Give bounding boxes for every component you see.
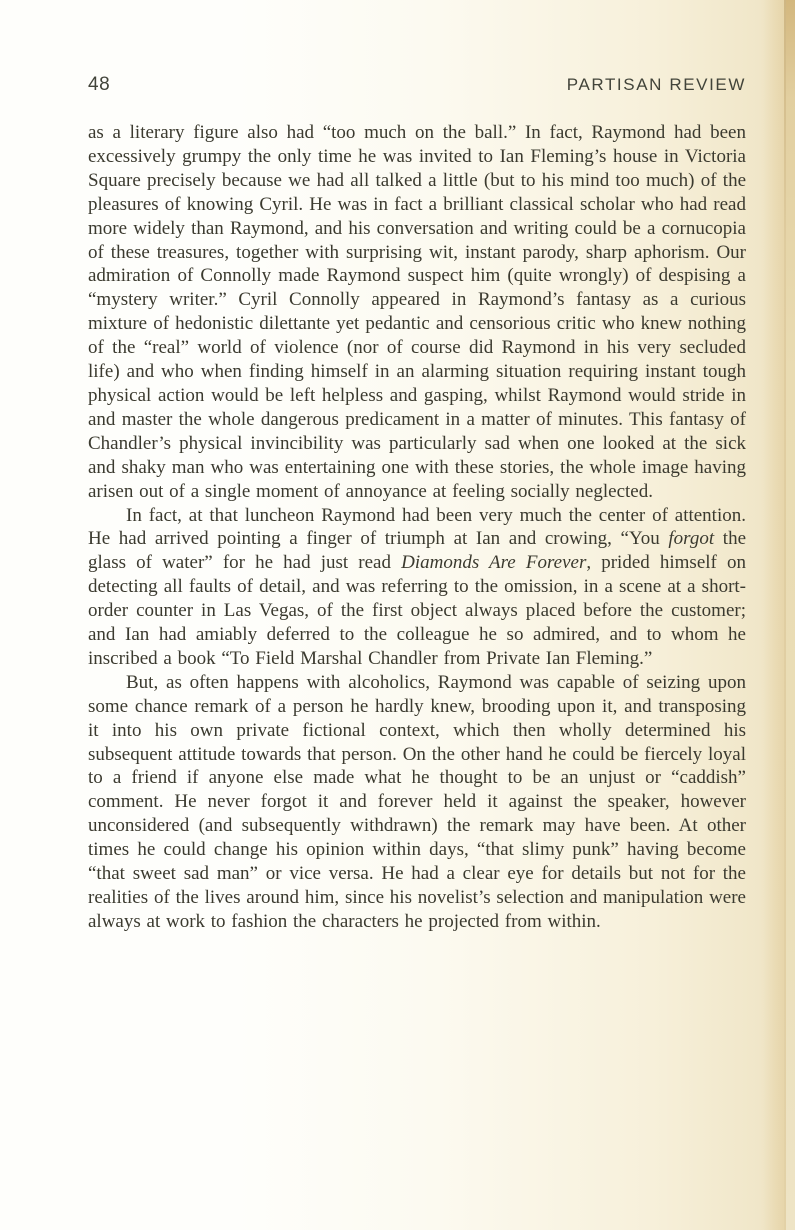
page-text: [88, 121, 746, 934]
text-run: the glass of water” for he had just read: [88, 528, 747, 574]
paragraph: [88, 121, 746, 504]
italic-text: Diamonds Are Forever: [401, 552, 587, 574]
paragraph: [88, 671, 746, 934]
italic-text: forgot: [668, 528, 715, 550]
text-run: But, as often happens with alcoholics, Raymond was capable of seizing upon some chance remark of a person he hardly knew, brooding upon it, and transposing it into his own private fictional context, which then wholly determined his subsequent attitude towards that person. On the other hand he could be fiercely loyal to a friend if anyone else made what he thought to be an unjust or “caddish” comment. He never forgot it and forever held it against the speaker, however unconsidered (and subsequently withdrawn) the remark may have been. At other times he could change his opinion within days, “that slimy punk” having become “that sweet sad man” or vice versa. He had a clear eye for details but not for the realities of the lives around him, since his novelist’s selection and manipulation were always at work to fashion the characters he projected from within.: [88, 671, 746, 932]
journal-title: PARTISAN REVIEW: [566, 75, 746, 94]
text-run: , prided himself on detecting all faults of detail, and was referring to the omission, in a scene at a short-order counter in Las Vegas, of the first object always placed before the customer; and Ian had amiably deferred to the colleague he so admired, and to whom he inscribed a book “To Field Marshal Chandler from Private Ian Fleming.”: [88, 552, 746, 669]
text-run: as a literary figure also had “too much on the ball.” In fact, Raymond had been excessively grumpy the only time he was invited to Ian Fleming’s house in Victoria Square precisely because we had all talked a little (but to his mind too much) of the pleasures of knowing Cyril. He was in fact a brilliant classical scholar who had read more widely than Raymond, and his conversation and writing could be a cornucopia of these treasures, together with surprising wit, instant parody, sharp aphorism. Our admiration of Connolly made Raymond suspect him (quite wrongly) of despising a “mystery writer.” Cyril Connolly appeared in Raymond’s fantasy as a curious mixture of hedonistic dilettante yet pedantic and censorious critic who knew nothing of the “real” world of violence (nor of course did Raymond in his very secluded life) and who when finding himself in an alarming situation requiring instant tough physical action would be left helpless and gasping, whilst Raymond would stride in and master the whole dangerous predicament in a matter of minutes. This fantasy of Chandler’s physical invincibility was particularly sad when one looked at the sick and shaky man who was entertaining one with these stories, the whole image having arisen out of a single moment of annoyance at feeling socially neglected.: [88, 122, 746, 502]
text-run: In fact, at that luncheon Raymond had been very much the center of attention. He had arrived pointing a finger of triumph at Ian and crowing, “You: [88, 504, 746, 550]
paragraph: [88, 504, 746, 671]
page-edge-band: [786, 0, 795, 1230]
page-edge-shadow: [758, 0, 784, 1230]
page-number: 48: [88, 74, 111, 95]
running-head: [88, 74, 746, 96]
